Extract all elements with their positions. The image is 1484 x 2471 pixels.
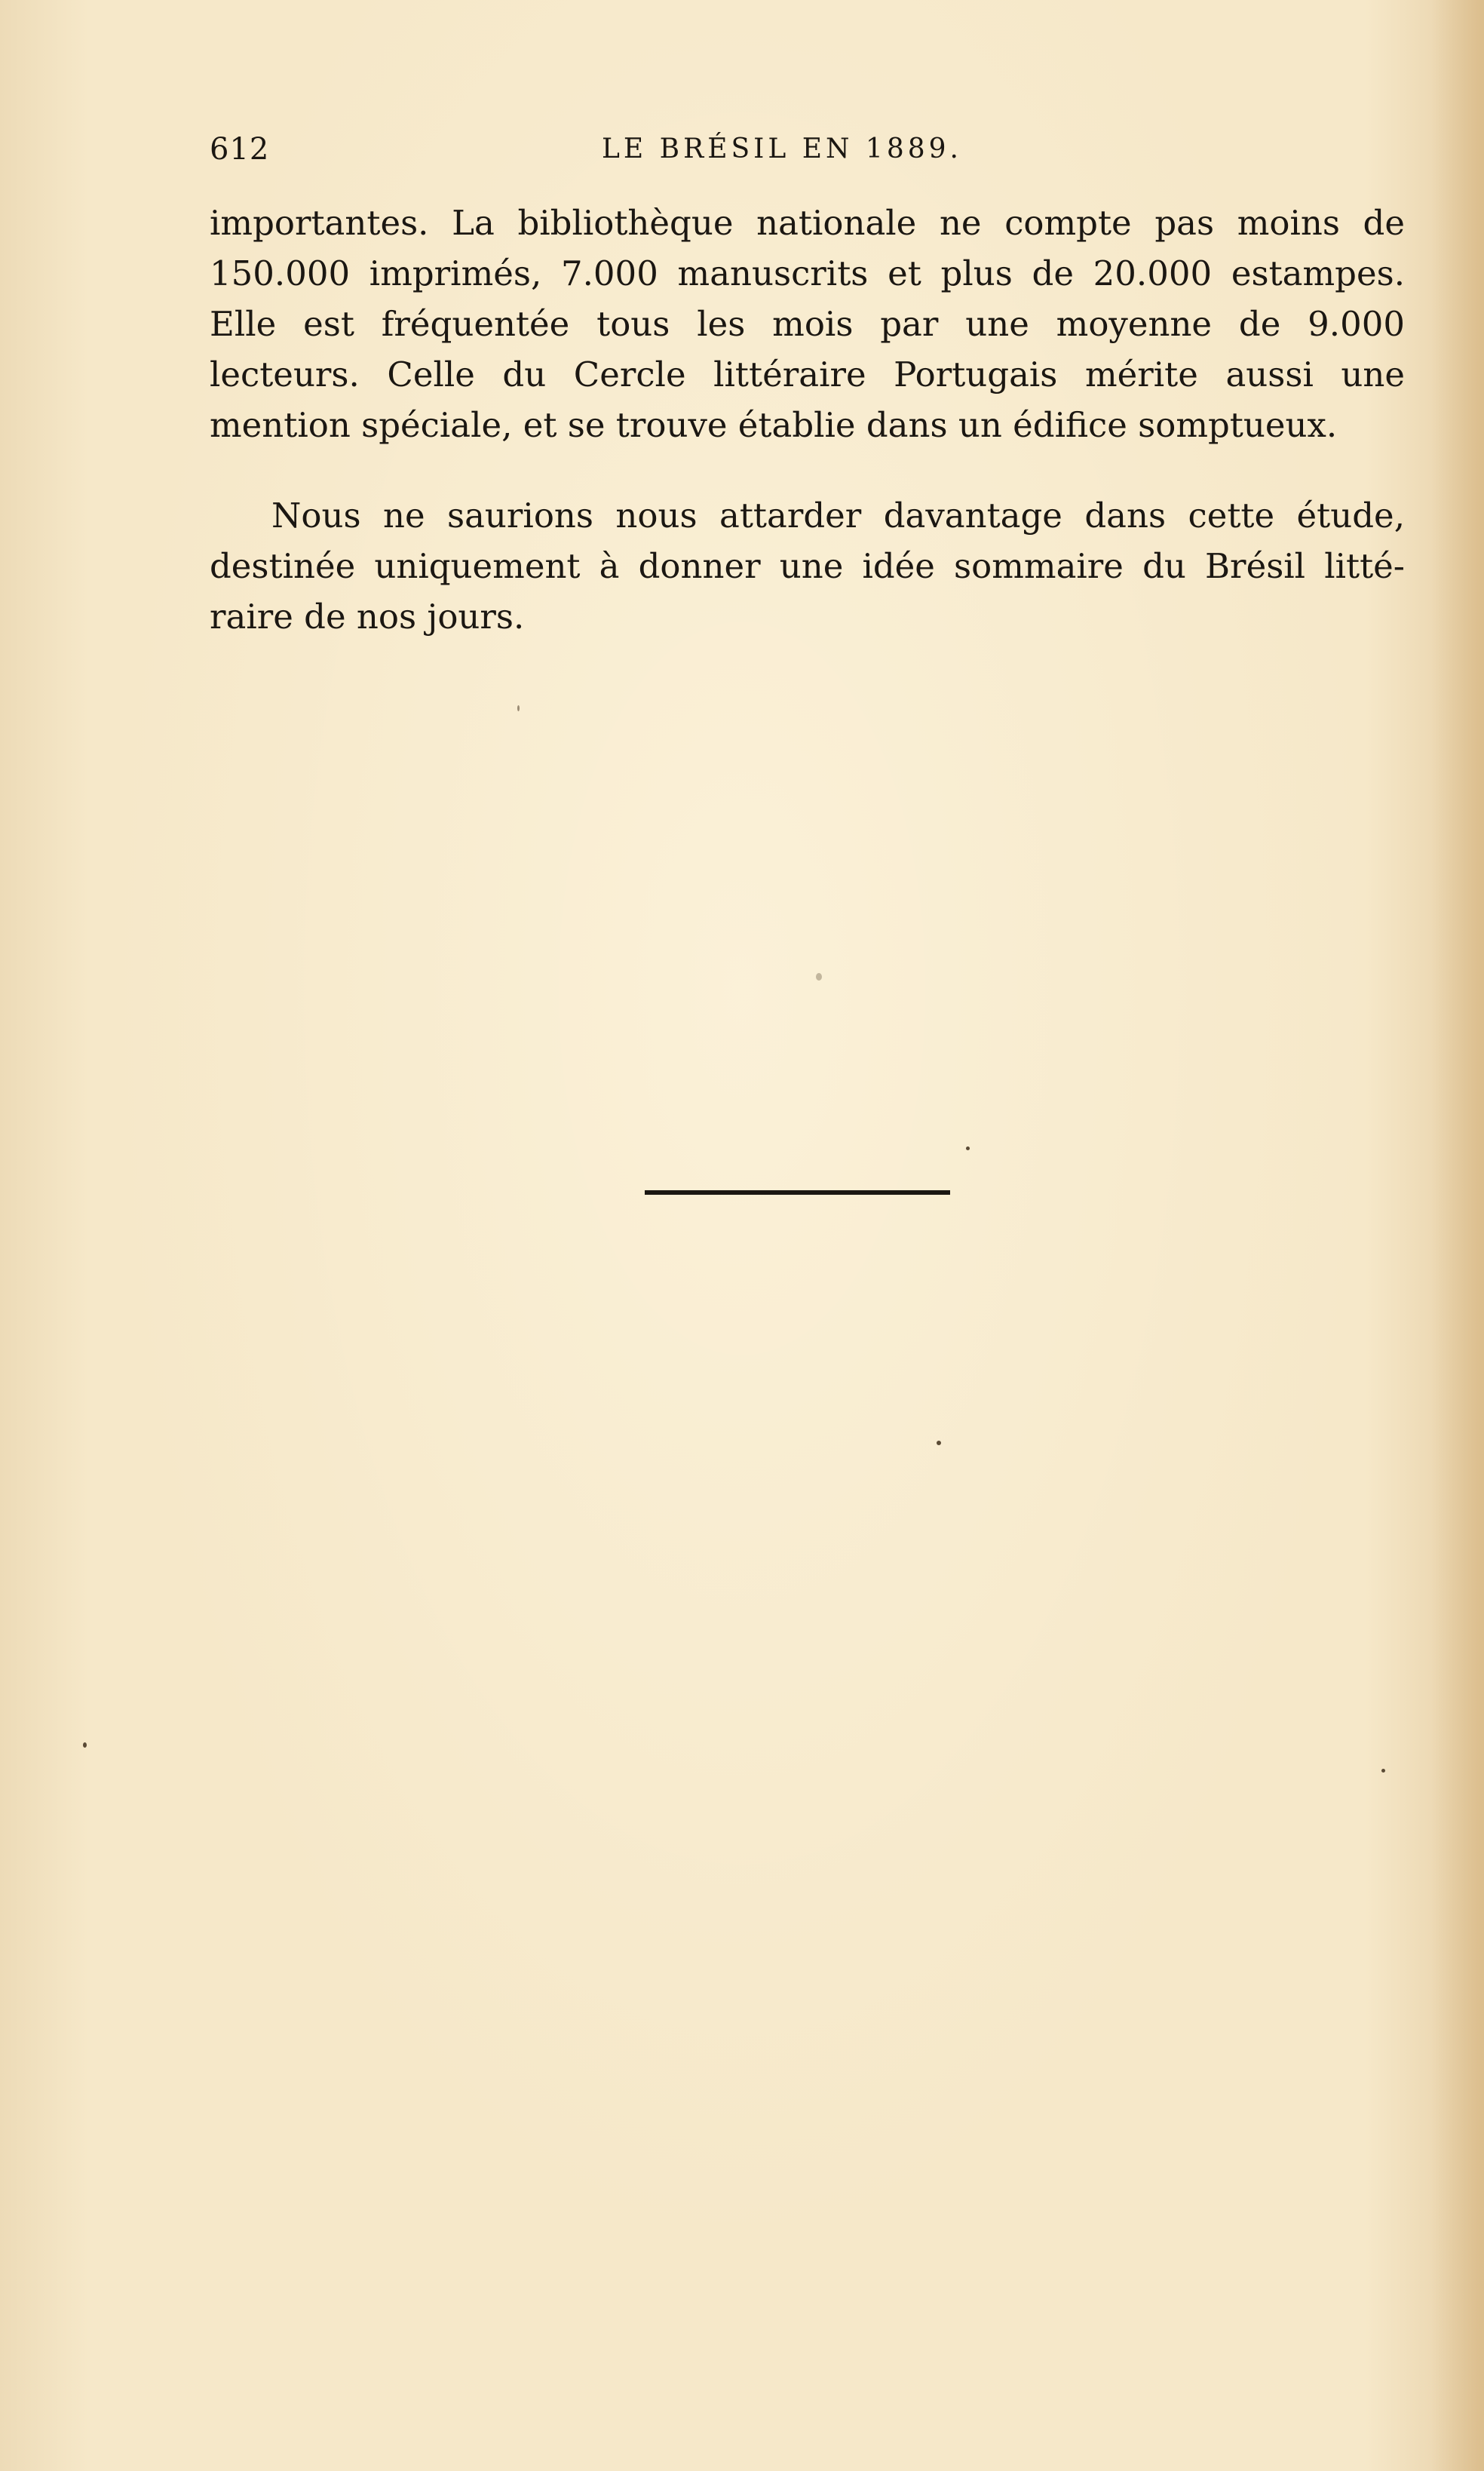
paper-speck	[1381, 1769, 1385, 1773]
paper-speck	[966, 1146, 970, 1150]
paragraph-1	[210, 198, 1405, 450]
text-line: destinée uniquement à donner une idée sommaire du Brésil litté-	[210, 546, 1405, 586]
running-title: LE BRÉSIL EN 1889.	[602, 134, 962, 164]
paper-speck	[517, 705, 520, 711]
paragraph-2	[210, 490, 1405, 642]
page-header	[210, 132, 1276, 177]
text-line: Elle est fréquentée tous les mois par une moyenne de 9.000	[210, 304, 1405, 344]
text-line: importantes. La bibliothèque nationale ne compte pas moins de	[210, 203, 1405, 243]
text-line: Nous ne saurions nous attarder davantage dans cette étude,	[271, 496, 1405, 536]
text-line: 150.000 imprimés, 7.000 manuscrits et plus de 20.000 estampes.	[210, 253, 1405, 293]
paper-speck	[937, 1441, 941, 1445]
page-number: 612	[210, 132, 270, 167]
page-edge-shadow	[1431, 0, 1484, 2471]
paper-speck	[83, 1742, 87, 1748]
text-line: mention spéciale, et se trouve établie dans un édifice somptueux.	[210, 405, 1338, 445]
end-rule	[645, 1190, 950, 1195]
paper-speck	[816, 973, 822, 981]
text-line: raire de nos jours.	[210, 597, 525, 637]
text-line: lecteurs. Celle du Cercle littéraire Portugais mérite aussi une	[210, 355, 1405, 394]
